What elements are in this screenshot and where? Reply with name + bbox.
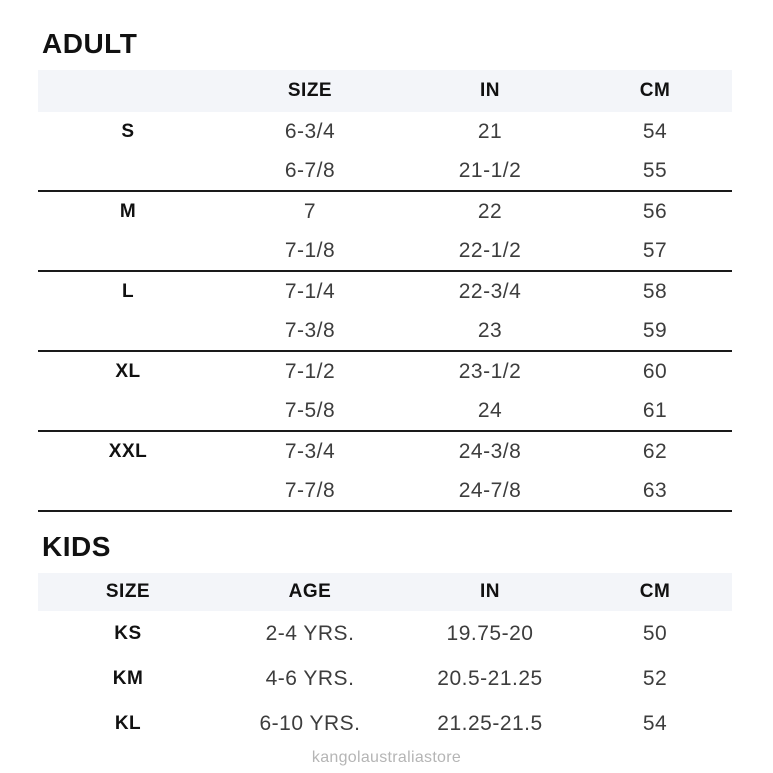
cm-value: 60 — [642, 360, 668, 383]
table-row — [38, 112, 732, 152]
cm-value: 52 — [642, 666, 668, 690]
kids-size-table — [38, 573, 732, 746]
inches-value: 21-1/2 — [458, 159, 522, 182]
inches-value: 23 — [477, 319, 503, 342]
inches-value: 24-3/8 — [458, 440, 522, 463]
cm-value: 55 — [642, 159, 668, 182]
kids-table-header-row — [38, 573, 732, 611]
kids-column-header-age: AGE — [288, 581, 332, 602]
table-row — [38, 232, 732, 272]
table-row — [38, 272, 732, 312]
cm-value: 59 — [642, 319, 668, 342]
inches-value: 21 — [477, 120, 503, 143]
inches-value: 19.75-20 — [446, 621, 534, 645]
cm-value: 57 — [642, 239, 668, 262]
cm-value: 62 — [642, 440, 668, 463]
inches-value: 24-7/8 — [458, 479, 522, 502]
hat-size-value: 7-1/4 — [284, 280, 336, 303]
inches-value: 20.5-21.25 — [437, 666, 543, 690]
cm-value: 54 — [642, 120, 668, 143]
table-row — [38, 152, 732, 192]
hat-size-value: 7 — [303, 200, 317, 223]
table-row — [38, 611, 732, 656]
adult-section-title: ADULT — [42, 28, 138, 59]
table-row — [38, 352, 732, 392]
adult-section — [38, 30, 773, 512]
size-label: M — [119, 201, 137, 222]
table-row — [38, 656, 732, 701]
inches-value: 21.25-21.5 — [437, 711, 543, 735]
size-label: XL — [115, 361, 141, 382]
cm-value: 56 — [642, 200, 668, 223]
table-row — [38, 192, 732, 232]
size-label: L — [121, 281, 135, 302]
table-row — [38, 701, 732, 746]
size-label: KS — [114, 622, 142, 644]
hat-size-value: 7-1/2 — [284, 360, 336, 383]
store-watermark: kangolaustraliastore — [311, 749, 462, 766]
cm-value: 54 — [642, 711, 668, 735]
kids-column-header-in: IN — [480, 581, 500, 602]
hat-size-value: 7-3/4 — [284, 440, 336, 463]
cm-value: 50 — [642, 621, 668, 645]
age-value: 4-6 YRS. — [265, 666, 355, 690]
hat-size-value: 7-3/8 — [284, 319, 336, 342]
inches-value: 22-3/4 — [458, 280, 522, 303]
adult-size-table — [38, 70, 732, 512]
table-row — [38, 432, 732, 472]
adult-column-header-in: IN — [480, 80, 500, 101]
hat-size-value: 7-5/8 — [284, 399, 336, 422]
size-label: XXL — [108, 441, 148, 462]
kids-section-title: KIDS — [42, 531, 111, 562]
cm-value: 61 — [642, 399, 668, 422]
cm-value: 58 — [642, 280, 668, 303]
age-value: 6-10 YRS. — [259, 711, 361, 735]
table-row — [38, 472, 732, 512]
adult-column-header-size: SIZE — [287, 80, 333, 101]
kids-column-header-size: SIZE — [105, 581, 151, 602]
kids-section — [38, 533, 773, 746]
adult-column-header-cm: CM — [639, 80, 671, 101]
size-label: KL — [114, 712, 142, 734]
hat-size-value: 7-1/8 — [284, 239, 336, 262]
hat-size-value: 6-3/4 — [284, 120, 336, 143]
inches-value: 22 — [477, 200, 503, 223]
hat-size-value: 6-7/8 — [284, 159, 336, 182]
size-label: S — [121, 121, 135, 142]
inches-value: 23-1/2 — [458, 360, 522, 383]
kids-column-header-cm: CM — [639, 581, 671, 602]
inches-value: 24 — [477, 399, 503, 422]
hat-size-value: 7-7/8 — [284, 479, 336, 502]
adult-table-header-row — [38, 70, 732, 112]
inches-value: 22-1/2 — [458, 239, 522, 262]
cm-value: 63 — [642, 479, 668, 502]
size-label: KM — [112, 667, 144, 689]
age-value: 2-4 YRS. — [265, 621, 355, 645]
table-row — [38, 312, 732, 352]
table-row — [38, 392, 732, 432]
